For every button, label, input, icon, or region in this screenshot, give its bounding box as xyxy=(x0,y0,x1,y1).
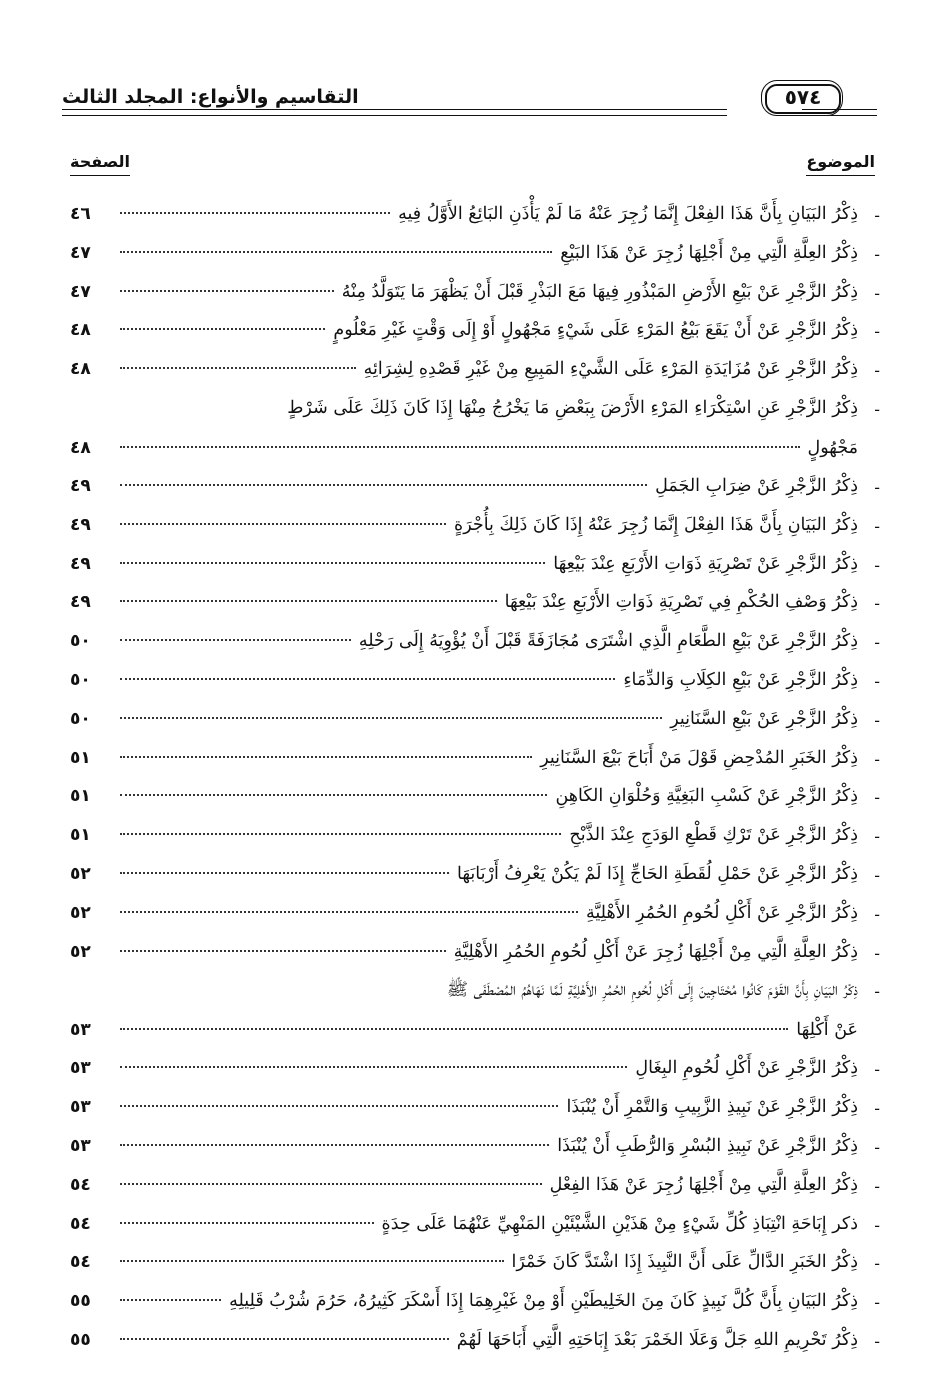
toc-entry xyxy=(70,1050,880,1089)
entry-bullet: - xyxy=(874,943,880,964)
toc-entry xyxy=(70,468,880,507)
entry-bullet: - xyxy=(874,1060,880,1081)
entry-page-number: ٤٨ xyxy=(70,359,91,380)
entry-page-number: ٤٩ xyxy=(70,514,91,535)
dot-leader xyxy=(120,1183,542,1185)
entry-title: ذِكْرُ البَيَانِ بِأَنَّ هَذَا الفِعْلَ إِنَّمَا زُجِرَ عَنْهُ إِذَا كَانَ ذَلِكَ بِأُجْرَةٍ xyxy=(454,514,858,535)
entry-bullet: - xyxy=(874,594,880,615)
toc-entry xyxy=(70,1206,880,1245)
entry-page-number: ٥٢ xyxy=(70,863,91,884)
header-rule xyxy=(62,115,727,116)
entry-page-number: ٥١ xyxy=(70,825,91,846)
dot-leader xyxy=(120,1222,374,1224)
toc-entry xyxy=(70,1167,880,1206)
entry-page-number: ٥١ xyxy=(70,747,91,768)
entry-title: ذِكْرُ العِلَّةِ الَّتِي مِنْ أَجْلِهَا زُجِرَ عَنْ أَكْلِ لُحُومِ الحُمُرِ الأَهْلِيَّةِ xyxy=(453,941,858,962)
entry-bullet: - xyxy=(874,555,880,576)
entry-title: ذِكْرُ الزَّجْرِ عَنِ اسْتِكْرَاءِ المَرْءِ الأَرْضَ بِبَعْضِ مَا يَخْرُجُ مِنْهَا إِذَا كَانَ ذَلِكَ عَلَى شَرْطٍ xyxy=(287,397,858,418)
entry-bullet: - xyxy=(874,1331,880,1352)
dot-leader xyxy=(120,1260,504,1262)
entry-title: ذِكْرُ الزَّجْرِ عَنْ تَرْكِ قَطْعِ الوَدَجِ عِنْدَ الذَّبْحِ xyxy=(569,825,858,846)
toc-entry xyxy=(70,584,880,623)
header-rule xyxy=(802,115,877,116)
subject-column-heading: الموضوع xyxy=(806,152,875,176)
entry-page-number: ٤٩ xyxy=(70,592,91,613)
entry-bullet: - xyxy=(874,710,880,731)
entry-page-number: ٤٩ xyxy=(70,553,91,574)
toc-entry xyxy=(70,1089,880,1128)
entry-page-number: ٥٣ xyxy=(70,1058,91,1079)
entry-title: ذِكْرُ الزَّجْرِ عَنْ تَصْرِيَةِ ذَوَاتِ الأَرْبَعِ عِنْدَ بَيْعِهَا xyxy=(553,553,858,574)
page-number: ٥٧٤ xyxy=(784,85,822,109)
entry-page-number: ٤٦ xyxy=(70,204,91,224)
entry-title-continuation: مَجْهُولٍ xyxy=(807,437,858,458)
dot-leader xyxy=(120,1144,549,1146)
dot-leader xyxy=(120,1028,788,1030)
entry-page-number: ٤٨ xyxy=(70,320,91,341)
dot-leader xyxy=(120,678,615,680)
entry-title: ذِكْرُ الزَّجْرِ عَنْ بَيْعِ السَّنَانِيرِ xyxy=(670,708,858,729)
toc-entry xyxy=(70,623,880,662)
entry-bullet: - xyxy=(874,399,880,420)
toc-entry xyxy=(70,1283,880,1322)
entry-title: ذِكْرُ الزَّجْرِ عَنْ مُزَايَدَةِ المَرْءِ عَلَى الشَّيْءِ المَبِيعِ مِنْ غَيْرِ قَصْدِهِ لِشِرَائِهِ xyxy=(363,359,858,380)
toc-entry xyxy=(70,1322,880,1361)
entry-title: ذِكْرُ الزَّجْرِ عَنْ ضِرَابِ الجَمَلِ xyxy=(655,475,858,496)
entry-page-number: ٥٢ xyxy=(70,902,91,923)
dot-leader xyxy=(120,717,662,719)
page-header xyxy=(62,80,877,130)
entry-page-number: ٥١ xyxy=(70,786,91,807)
entry-page-number: ٥٥ xyxy=(70,1291,91,1312)
entry-title: ذِكْرُ الزَّجْرِ عَنْ أَنْ يَقَعَ بَيْعُ المَرْءِ عَلَى شَيْءٍ مَجْهُولٍ أَوْ إِلَى وَقْتٍ غَيْرِ مَعْلُومٍ xyxy=(333,320,858,341)
toc-entry xyxy=(70,390,880,468)
entry-title-continuation: عَنْ أَكْلِهَا xyxy=(796,1020,858,1041)
entry-bullet: - xyxy=(874,1215,880,1236)
dot-leader xyxy=(120,251,552,253)
dot-leader xyxy=(120,1338,449,1340)
entry-page-number: ٥٣ xyxy=(70,1097,91,1118)
entry-bullet: - xyxy=(874,1099,880,1120)
entry-page-number: ٤٨ xyxy=(70,437,91,458)
header-rule xyxy=(802,109,877,110)
page-column-heading: الصفحة xyxy=(70,152,130,176)
entry-bullet: - xyxy=(874,749,880,770)
toc-entry xyxy=(70,274,880,313)
entry-bullet: - xyxy=(874,865,880,886)
dot-leader xyxy=(120,600,497,602)
entry-page-number: ٥٤ xyxy=(70,1174,91,1195)
toc-entry xyxy=(70,972,880,1050)
entry-bullet: - xyxy=(874,788,880,809)
entry-page-number: ٥٣ xyxy=(70,1135,91,1156)
entry-title: ذِكْرُ تَحْرِيمِ اللهِ جَلَّ وَعَلَا الخَمْرَ بَعْدَ إِبَاحَتِهِ الَّتِي أَبَاحَهَا لَهُمْ xyxy=(456,1329,858,1350)
entry-bullet: - xyxy=(874,827,880,848)
entry-page-number: ٤٩ xyxy=(70,475,91,496)
entry-bullet: - xyxy=(874,477,880,498)
entry-bullet: - xyxy=(874,904,880,925)
entry-title: ذِكْرُ العِلَّةِ الَّتِي مِنْ أَجْلِهَا زُجِرَ عَنْ هَذَا الفِعْلِ xyxy=(549,1174,858,1195)
entry-title: ذِكْرُ الزَّجْرِ عَنْ أَكْلِ لُحُومِ البِغَالِ xyxy=(635,1058,858,1079)
toc-entry xyxy=(70,778,880,817)
entry-bullet: - xyxy=(874,206,880,226)
entry-bullet: - xyxy=(874,982,880,1003)
entry-bullet: - xyxy=(874,322,880,343)
entry-title: ذكر إِبَاحَةِ انْتِبَاذِ كُلِّ شَيْءٍ مِنْ هَذَيْنِ الشَّيْئَيْنِ المَنْهِيِّ عَنْهُمَا عَلَى حِدَةٍ xyxy=(381,1213,858,1234)
entry-title: ذِكْرُ الخَبَرِ المُدْحِضِ قَوْلَ مَنْ أَبَاحَ بَيْعَ السَّنَانِيرِ xyxy=(540,747,858,768)
entry-title: ذِكْرُ الزَّجْرِ عَنْ أَكْلِ لُحُومِ الحُمُرِ الأَهْلِيَّةِ xyxy=(586,902,858,923)
dot-leader xyxy=(120,911,578,913)
entry-title: ذِكْرُ وَصْفِ الحُكْمِ فِي تَصْرِيَةِ ذَوَاتِ الأَرْبَعِ عِنْدَ بَيْعِهَا xyxy=(504,592,858,613)
header-rule xyxy=(62,109,727,110)
dot-leader xyxy=(120,484,647,486)
dot-leader xyxy=(120,212,390,214)
entry-page-number: ٤٧ xyxy=(70,242,91,263)
toc-list xyxy=(70,196,880,1361)
toc-entry xyxy=(70,856,880,895)
toc-entry xyxy=(70,351,880,390)
entry-title: ذِكْرُ الزَّجْرِ عَنْ نَبِيذِ الزَّبِيبِ وَالتَّمْرِ أَنْ يُنْبَذَا xyxy=(566,1097,858,1118)
entry-bullet: - xyxy=(874,516,880,537)
toc-entry xyxy=(70,662,880,701)
entry-page-number: ٤٧ xyxy=(70,281,91,302)
toc-entry xyxy=(70,740,880,779)
entry-title: ذِكْرُ البَيَانِ بِأَنَّ هَذَا الفِعْلَ إِنَّمَا زُجِرَ عَنْهُ مَا لَمْ يَأْذَنِ البَائِعُ الأَوَّلُ فِيهِ xyxy=(398,204,858,224)
entry-bullet: - xyxy=(874,1137,880,1158)
entry-page-number: ٥٢ xyxy=(70,941,91,962)
entry-title: ذِكْرُ الزَّجْرِ عَنْ حَمْلِ لُقَطَةِ الحَاجِّ إِذَا لَمْ يَكُنْ يَعْرِفُ أَرْبَابَهَا xyxy=(457,863,858,884)
entry-title: ذِكْرُ البَيَانِ بِأَنَّ القَوْمَ كَانُوا مُحْتَاجِينَ إِلَى أَكْلِ لُحُومِ الحُمُرِ الأَهْلِيَّةِ لَمَّا نَهَاهُمُ المُصْطَفَى ﷺ xyxy=(446,980,858,1001)
running-title: التقاسيم والأنواع: المجلد الثالث xyxy=(62,86,359,108)
dot-leader xyxy=(120,1105,558,1107)
entry-bullet: - xyxy=(874,671,880,692)
entry-page-number: ٥٣ xyxy=(70,1020,91,1041)
dot-leader xyxy=(120,562,545,564)
dot-leader xyxy=(120,756,532,758)
toc-entry xyxy=(70,1244,880,1283)
dot-leader xyxy=(120,1066,627,1068)
entry-page-number: ٥٥ xyxy=(70,1329,91,1350)
toc-entry xyxy=(70,934,880,973)
dot-leader xyxy=(120,639,351,641)
dot-leader xyxy=(120,446,800,448)
dot-leader xyxy=(120,290,334,292)
toc-entry xyxy=(70,701,880,740)
toc-entry xyxy=(70,507,880,546)
toc-entry xyxy=(70,312,880,351)
entry-page-number: ٥٤ xyxy=(70,1252,91,1273)
entry-bullet: - xyxy=(874,1293,880,1314)
toc-entry xyxy=(70,1128,880,1167)
entry-title: ذِكْرُ الزَّجْرِ عَنْ كَسْبِ البَغِيَّةِ وَحُلْوَانِ الكَاهِنِ xyxy=(555,786,858,807)
entry-bullet: - xyxy=(874,633,880,654)
toc-entry xyxy=(70,196,880,235)
dot-leader xyxy=(120,367,356,369)
entry-page-number: ٥٠ xyxy=(70,669,91,690)
entry-page-number: ٥٠ xyxy=(70,708,91,729)
entry-title: ذِكْرُ الزَّجْرِ عَنْ بَيْعِ الطَّعَامِ الَّذِي اشْتَرَى مُجَازَفَةً قَبْلَ أَنْ يُؤْوِيَهُ إِلَى رَحْلِهِ xyxy=(358,631,858,652)
entry-title: ذِكْرُ العِلَّةِ الَّتِي مِنْ أَجْلِهَا زُجِرَ عَنْ هَذَا البَيْعِ xyxy=(560,242,858,263)
dot-leader xyxy=(120,950,446,952)
entry-title: ذِكْرُ الخَبَرِ الدَّالِّ عَلَى أَنَّ النَّبِيذَ إِذَا اشْتَدَّ كَانَ خَمْرًا xyxy=(511,1252,858,1273)
toc-entry xyxy=(70,817,880,856)
entry-title: ذِكْرُ الزَّجْرِ عَنْ بَيْعِ الأَرْضِ المَبْذُورِ فِيهَا مَعَ البَذْرِ قَبْلَ أَنْ يَظْهَرَ مَا يَتَوَلَّدُ مِنْهُ xyxy=(341,281,858,302)
entry-title: ذِكْرُ الزَّجْرِ عَنْ بَيْعِ الكِلَابِ وَالدِّمَاءِ xyxy=(623,669,858,690)
entry-page-number: ٥٤ xyxy=(70,1213,91,1234)
toc-entry xyxy=(70,235,880,274)
dot-leader xyxy=(120,1299,221,1301)
entry-page-number: ٥٠ xyxy=(70,631,91,652)
entry-title: ذِكْرُ الزَّجْرِ عَنْ نَبِيذِ البُسْرِ وَالرُّطَبِ أَنْ يُنْبَذَا xyxy=(557,1135,858,1156)
dot-leader xyxy=(120,328,325,330)
entry-bullet: - xyxy=(874,1176,880,1197)
entry-bullet: - xyxy=(874,1254,880,1275)
dot-leader xyxy=(120,833,561,835)
entry-title: ذِكْرُ البَيَانِ بِأَنَّ كُلَّ نَبِيذٍ كَانَ مِنَ الخَلِيطَيْنِ أَوْ مِنْ غَيْرِهِمَا إِذَا أَسْكَرَ كَثِيرُهُ، حَرُمَ شُرْبُ قَلِيلِهِ xyxy=(229,1291,858,1312)
dot-leader xyxy=(120,794,547,796)
entry-bullet: - xyxy=(874,244,880,265)
entry-bullet: - xyxy=(874,361,880,382)
toc-entry xyxy=(70,895,880,934)
dot-leader xyxy=(120,523,446,525)
dot-leader xyxy=(120,872,449,874)
entry-bullet: - xyxy=(874,283,880,304)
toc-entry xyxy=(70,546,880,585)
